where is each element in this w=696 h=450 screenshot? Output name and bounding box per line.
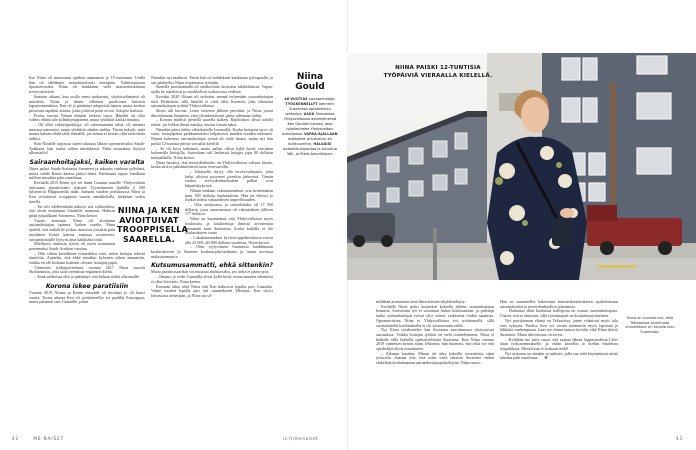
paragraph: Mielikuva rankasta työstä oli myös muuttanut parenmaksi Saudi-Arabian vuosina. (29, 241, 115, 251)
paragraph: – Oli ollut vakityöpaikkoja, oli rakennuttanut talon, oli mennyt nuorena naimisiin, mutta yhtäkkiä olinkin sinkku. Tiistin kekoili, mitä muuta haluan tehdä tällä elämällä, jos minua ei kerran ollut tarkoitettu äidiksi. (29, 122, 145, 142)
magazine-section: ME NAISET (33, 436, 65, 441)
paragraph: – Olin ensiavussa, ja sairaalalasku oli 17 500 dollaria, josta omavastuuni oli vakuutuksen jälkeen 177 dollaria. (185, 201, 273, 217)
left-folio (12, 436, 64, 441)
paragraph: Vuotta aiemmin Niina oli aloittanut sairaanhoitajan opinnot, kaiken varalta. Niina ajatteli, että mikäli he joskus asuisivat jossakin päin maailmaa Kenin kanssa samassa osoitteessa, sairaanhoitajille löytyisi aina kaikkialta töitä. (29, 217, 115, 242)
bio-text: aiemmin Suomessa optometrian lehtorina. (285, 102, 335, 116)
paragraph: Sitten tuli korona. Lento toisensa jälkeen peruttiin, ja Niina joutui ilmoittamaan Suomeen, ettei yksinkertaisesti pääse tulemaan töihin. (151, 107, 273, 118)
paragraph: Koronan takia sekä Niina että Ken halusivat lopulta pois Guamilta. Viime vuoden lopulla pari otti suunnakseen Teksasin. Ken siirtyi laivastosta armeijaan, ja Niina sai sil- (151, 283, 273, 298)
paragraph: Saarella pariskunnalla oli omakotitalo laivaston tukikohdassa. Vapaa-ajalla he sukelsivat ja snorkkelivat turkoosissa vedessä. (151, 84, 273, 95)
paragraph: Niinakin pääsi töihin väliaikaisella lisenssillä. Koska hoitajien tarve oli suuri, hoitajapulan paikkaamiseksi helpaisivat muiden maiden tutkinnot. Niinan kokemus sairaanhoitajan työstä oli vielä hatara, mutta nyt hän paiski 12-tuntisia päiviä vieraalla kielellä. (151, 126, 273, 146)
bio-label: TYÖSKENNELLYT (285, 102, 318, 106)
paragraph: Kun Niinalle tarjoutui sitten tilaisuus lähteä optometristiksi Saudi-Arabiaan, hän tarttui siihen innokkaasti. Ehkä vastauksia löytyisi ulkomailta? (29, 140, 145, 156)
profile-sidebar (280, 72, 340, 157)
paragraph: Nyt pariskunnan elämä on Teksasissa, jonne valmistui myös talo ensi syksynä. Puoliso Ken voi tavata useammin myös lapsiaan ja lähkäitä vanhempiaan. Juuri nyt elämä tuntuu hyvältä, eikä Niina ikävöi Suomeen. Mutta tulevaisuus on avoin. (500, 317, 618, 337)
bio-label: VAPAA-AJALLAAN (304, 132, 338, 136)
page-number: 42 (12, 436, 20, 441)
subheading: Sairaanhoitajaksi, kaiken varalta (29, 158, 145, 166)
paragraph: Viimeisen työharjoittelunsa vuonna 2017 Niina suoritti Skotlannissa, jotta saisi treenattua englannin kieltä. (29, 264, 145, 275)
subheading: Kutsumusammatti, ehkä sittenkin? (151, 262, 273, 270)
paragraph: – Olin vähän katsellinen esimerkiksi siitä, miten hoitajat tekivät tämitöitä. Ajattelin, että ehkä minäkin kykenen siihen ammattiin, vaikka en ole koskaan kokenut olevani hoitajatyyppiä. (29, 250, 145, 266)
bio-text: Teksasissa Yhdysvalloissa aviomiehensä Ken Gouldin kanssa, joka työskentelee Yhdysvaltain armeijassa. (282, 112, 337, 136)
right-column-2 (500, 300, 618, 361)
paragraph: Mutta paratiisisaarikin voi muuttua ahdistavaksi, jos sieltä ei pääse pois. (151, 269, 270, 275)
profile-name-last: Gould (295, 82, 325, 92)
paragraph: Nyt Niina työskentelee San Antonion suurimmassa yksityisessä sairaalassa. Vaikka hoitajan työhön on vielä totutteleminen, Niina ei haikaile tällä hetkellä opetustyöhönsä Suomeen. Kun Niina vuonna 2019 viimeisen kerran toimi lehtorina, hän huomasi, että sekä työ että opiskelijat olivat muuttuneet. (376, 327, 494, 352)
paragraph: – Ilmasto ja vedet Guamilla olivat kyllä kivat, mutta muuten tekemistä ei ollut hirveästi, Niina kertoo. (151, 274, 273, 284)
bio-label: HALUAISI (313, 142, 332, 146)
paragraph: Vuonna 2019 Niinan ja Kenin etäsuhde oli kestänyt jo yli kuusi vuotta. Tuona aikana Ken oli työskennellyt eri puolilla Eurooppaa, mutta palannut taas Guamille, jonne (29, 289, 145, 305)
paragraph: Keväksi 2020 Niinan oli tarkoitus mennä terhemään sairaanhoitajan töitä Helsinkiin, sillä hänellä ei vielä ollut lisenssiä, joka oikeuttaa sairaanhoitajan työhön Yhdysvalloissa. (151, 93, 273, 109)
paragraph: Niinan mukaan vakuutusmaksut ovat keskimäärin noin 100 dollaria kuukaudessa. Hän on ehtinyt jo itsekin todeta vakuutuksen tarpeellisuuden. (185, 187, 273, 203)
paragraph: Keväällä 2015 Kenin työ vei hänet Guamin saarelle. Yhdysvaltain omistama paratiisisaari sijaitsee Tyynenmeren laidalla 2 500 kilometriä Filippiineiltä itään. Samaan vuoden joulukuussa Niina ja Ken avioituivat trooppisen saaren rantahiekalla, kirkkaan veden äärellä. (29, 180, 145, 204)
paragraph: Itse Niina oli innostunut optikon ammatista jo 15-vuotiaana. Uralla hän oli tähdännyt määrätietoisesti eteenpäin. Valmistuttuaan optometristiksi Niina oli hankkinut vielä maisteritutkinnon terveystieteistä. (29, 75, 145, 95)
subheading: Korona iskee paratiisiin (45, 282, 129, 290)
photo-headline: NIINA PAISKI 12-TUNTISIA TYÖPÄIVIÄ VIERAALLA KIELELLÄ. (383, 65, 493, 79)
right-page-number: 43 (676, 436, 684, 441)
paragraph: – Haluaisin ehkä kouluttaa kollegoita tai toimia osastonhoitajana. Uskon, että se onnistuu, sillä työnantajani on koulutusmyönteinen. (500, 308, 618, 319)
paragraph: Keväällä Niina pääsi kuitenkin kokeilla jälleen sairaanhoitajan hommia. Assistentin työ ei vastannut hänen koulutustaan, ja pidempi tauko sairaanhoitajan työstä olisi voinut vaikeuttaa töiden saamista. Optometristina Niina ei Yhdysvalloissa voi työskennellä, sillä suomalaisella koulutuksella ei ole vastaavuutta siellä. (376, 303, 494, 328)
left-column-2 (151, 76, 273, 299)
bio-label: ASUU (303, 112, 315, 116)
paragraph: Hän on suunnitellut hakevansa maisterikoulutukseen opiskelemaan sairaanhoidon ja terveydenhuollon johtamista. (500, 299, 618, 309)
paragraph: – Jokaisella täytyy olla terveysvakuutus, jotta kulut olisivat pysyneet jotenkin järkevinä. Tämän vuoksi terveydenhuoltoalan palkat ovat kilpailukykyisiä. (185, 169, 273, 189)
bio-text: opiskella espanjaa ja tutustua Väli- ja Etelä-Amerikkaan. (283, 147, 337, 156)
center-folio: is.fi/menaiset (283, 436, 319, 441)
paragraph: – Siinä vaiheessa olin jo päättänyt, että haluan töihin ulkomaille. (34, 274, 140, 280)
paragraph: – Olen tyytyväinen Suomessa hankkimaan koulutukseeni ja Suomen koulutusjärjestelmään ja osaan arvostaa maksuttomuutta. (151, 244, 273, 259)
paragraph: Niina havaitsi, että terveydenhuolto on Yhdysvalloissa valtava bisnes, koska siitä ei pääsääntöisesti tueta verovaroilla. (151, 159, 273, 170)
paragraph: – En silti edelleenkään näkisyt sitä vaihtoehtoa, että olisin muuttanut Guamille asumaan. Halusin pitää työpaikkani Suomessa, Niina kertoo. (29, 203, 115, 218)
photo-caption: Niina on huomannut, että Teksasissa koulutusta arvostetaan eri tavalla kuin Suomessa. (625, 316, 675, 334)
paragraph (500, 352, 618, 361)
paragraph: Samaan aikaan, kun uralla meni mukavasti, yksityiselämässä oli murheita. Niina ja hänen silloinen puolisonsa kärsivät lapsettomuudesta. Pari oli jo päättänyt adoptoida lapsen, mutta kesken prosessin tapahtui asioita, jotka johtivat parin eroon. Adoptio kariutui. (29, 93, 145, 113)
bio-text: matkailee ja tutustuu eri kulttuureihin. (287, 137, 333, 146)
paragraph: – Lukukausimaksut kyvissä oppilaitoksissa voivat olla 25 000–40 000 dollaria vuodessa, Niina kertoo. (185, 234, 273, 245)
paragraph: Niina on huomannut, että Yhdysvalloissa myös koulutusta ja koulutettuja ihmisiä arvostetaan enemmän kuin Suomessa, koska kaikilla ei ole koulutukseen varaa. (185, 216, 273, 236)
paragraph: Niinakin nyt matkusti. Ensin hän oli kahdeksan kuukautta työvapaalla, ja sen päätteeksi Niina irtisanoutui työstään. (151, 75, 273, 85)
right-column-1 (376, 300, 494, 366)
end-mark-icon: ❁ (544, 355, 548, 361)
bio-label: 46-VUOTIAS (284, 97, 308, 101)
bio-text: sairaanhoitaja. (308, 97, 336, 101)
photo-illustration (347, 53, 696, 280)
pull-quote-space (151, 170, 185, 246)
paragraph: – Se oli kova kokemus, mutta palkat olivat kyllä hyvät varsinkin kokeneilla hoitajilla. Sairaalaan tuli Jenkeistä hoitajia jopa 80 dollarin tuntipalkalla, Niina kertoo. (151, 145, 273, 160)
paragraph: Erosta seurasi Niinan elämän vaikein vuosi. Hänellä oli ollut valmis elämä alle kolmikymppisenä, mutta yhtäkkiä kaikki muuttui. (29, 112, 145, 123)
pull-quote: NIINA JA KEN AVIOITUIVAT TROOPPISELLA SAARELLA. (117, 206, 189, 244)
paragraph: millähän asiantuntin tästä ilmavoimien sihyhkiinkäyty. (376, 299, 466, 304)
left-column-1 (29, 76, 145, 305)
paragraph-text: Nyt taskussa on ainakin se tutkinto, jolla saa töitä käytännössä mistä tahansa päin maailmaa. (500, 350, 618, 361)
paragraph: Niina palasi Saudi-Arabiasta Suomeen ja takaisin vanhaan työhönsä, mutta suhde Kenin kanssa jatkoi etänä. Pariskunta tapasi lomillaan milloin missäkin päin maailmaa. (29, 165, 145, 181)
portrait-photo (347, 53, 696, 280)
paragraph: – Korona mullisti pienellä saarella kaiken. Rajoitukset olivat todella tiukat: jos liikkui ilman maskia, seurasi tonnin sakot. (151, 117, 273, 128)
paragraph: – Aikansa kutakin. Minun oli aika kokeilla toisenlaisia sipiä työuralla. Saattaa olla, että tulen vielä takaisin Suomeen ennen eläkeikää kouluttamaan sairaanhoitajaopiskelijoita, Niina sanoo. (376, 350, 494, 366)
paragraph: – Kyllähän tuo mies sanoi, että saattaa lähteä loppuvuodesta Lähi-itään työkomennukselle, ja vähän katsellin jo itsekin Saudeista työpaikkoja. Meistä kun ei koskaan tiedä! (500, 336, 618, 352)
profile-name-first: Niina (296, 72, 324, 82)
profile-bio (280, 97, 340, 157)
